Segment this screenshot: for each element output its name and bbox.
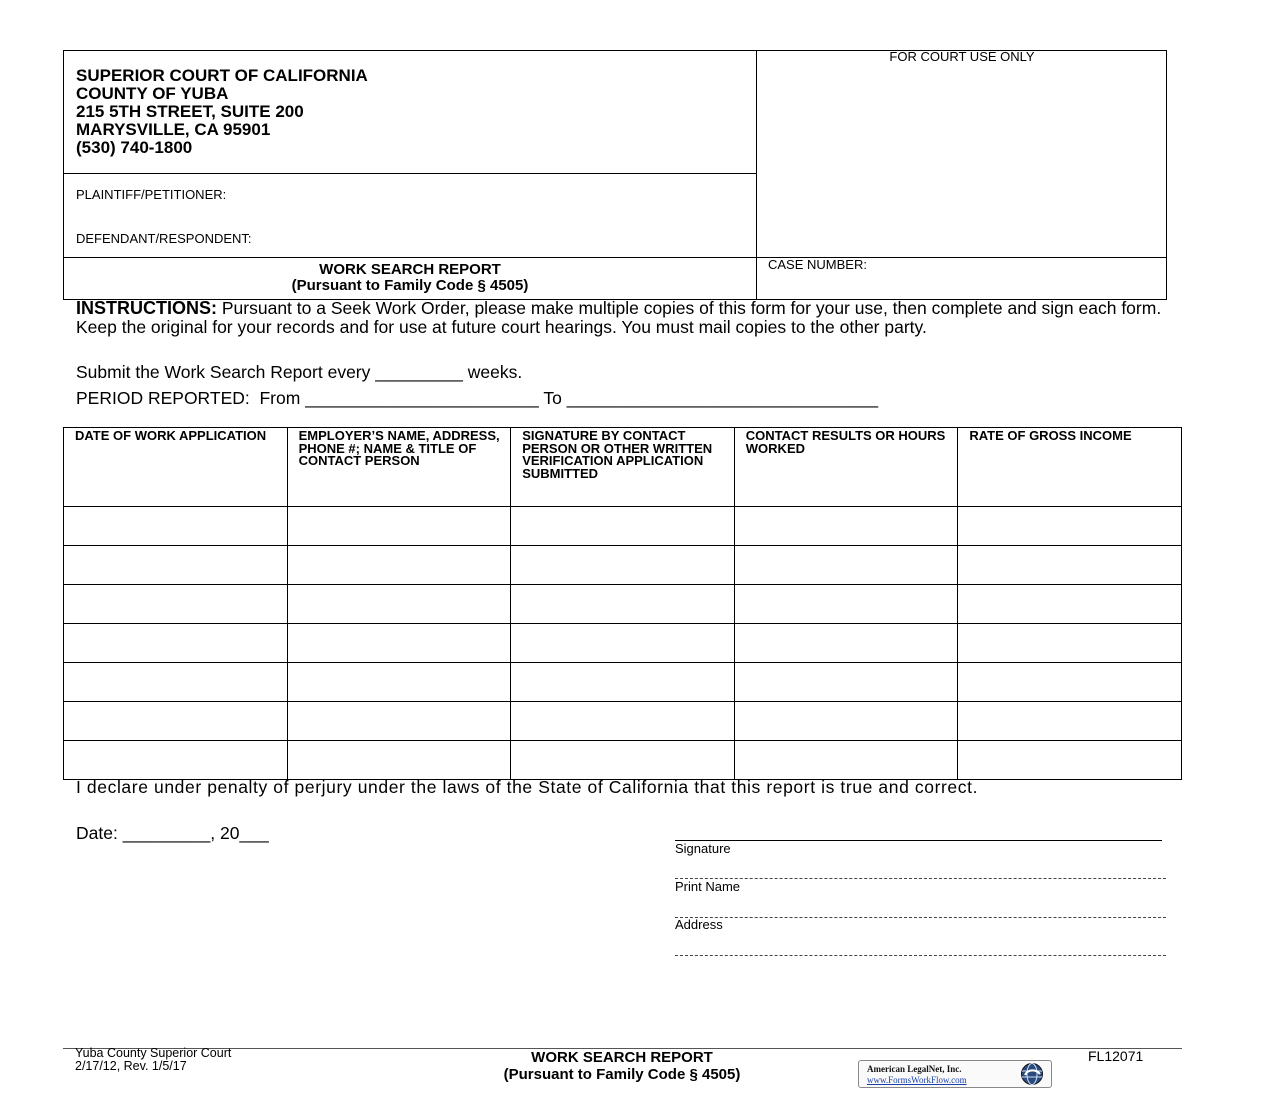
table-header-row	[64, 428, 1182, 507]
header-date: DATE OF WORK APPLICATION	[64, 428, 288, 507]
period-line	[76, 389, 878, 408]
court-phone: (530) 740-1800	[76, 138, 193, 157]
footer-title-line1: WORK SEARCH REPORT	[531, 1049, 713, 1066]
table-cell[interactable]	[287, 702, 511, 741]
table-cell[interactable]	[958, 663, 1182, 702]
table-cell[interactable]	[64, 507, 288, 546]
instructions-heading: INSTRUCTIONS:	[76, 298, 217, 318]
table-cell[interactable]	[734, 741, 958, 780]
instructions-body: Pursuant to a Seek Work Order, please make multiple copies of this form for your use, then complete and sign each form. Keep the original for your records and for use at future court hearings. You must mail copies to the other party.	[76, 298, 1162, 337]
table-cell[interactable]	[958, 624, 1182, 663]
table-cell[interactable]	[64, 702, 288, 741]
signature-label: Signature	[675, 841, 731, 856]
header-results: CONTACT RESULTS OR HOURS WORKED	[734, 428, 958, 507]
table-cell[interactable]	[64, 663, 288, 702]
caption-divider-2	[63, 257, 1167, 258]
defendant-label: DEFENDANT/RESPONDENT:	[76, 231, 252, 246]
court-county: COUNTY OF YUBA	[76, 84, 229, 103]
form-title-box	[63, 262, 757, 294]
table-cell[interactable]	[958, 507, 1182, 546]
footer-court-name: Yuba County Superior Court	[75, 1046, 232, 1060]
court-street: 215 5TH STREET, SUITE 200	[76, 102, 304, 121]
american-legalnet-logo[interactable]	[858, 1060, 1052, 1088]
table-cell[interactable]	[734, 702, 958, 741]
form-subtitle: (Pursuant to Family Code § 4505)	[291, 277, 529, 294]
footer-left	[75, 1047, 231, 1073]
date-blank[interactable]: _________, 20___	[122, 823, 269, 843]
table-cell[interactable]	[287, 546, 511, 585]
print-name-label: Print Name	[675, 879, 741, 894]
logo-url: www.FormsWorkFlow.com	[867, 1075, 967, 1085]
submit-weeks-blank[interactable]: _________	[375, 362, 463, 382]
submit-suffix: weeks.	[467, 362, 523, 382]
footer-revision: 2/17/12, Rev. 1/5/17	[75, 1059, 187, 1073]
table-cell[interactable]	[511, 702, 735, 741]
period-from-blank[interactable]: ________________________	[305, 388, 539, 408]
case-number-label: CASE NUMBER:	[768, 257, 867, 272]
table-cell[interactable]	[287, 585, 511, 624]
table-cell[interactable]	[287, 624, 511, 663]
table-row	[64, 585, 1182, 624]
logo-company: American LegalNet, Inc.	[867, 1064, 962, 1074]
address-line[interactable]	[675, 917, 1166, 918]
form-number: FL12071	[1088, 1048, 1144, 1064]
table-cell[interactable]	[734, 507, 958, 546]
table-cell[interactable]	[511, 546, 735, 585]
table-cell[interactable]	[734, 585, 958, 624]
court-city: MARYSVILLE, CA 95901	[76, 120, 271, 139]
footer-title	[400, 1049, 844, 1083]
court-address-block	[76, 67, 368, 157]
table-cell[interactable]	[64, 624, 288, 663]
instructions	[76, 299, 1200, 337]
period-label: PERIOD REPORTED:	[76, 388, 250, 408]
signature-line[interactable]	[675, 840, 1162, 841]
address-label: Address	[675, 917, 723, 932]
declaration: I declare under penalty of perjury under the laws of the State of California that this report is true and correct.	[76, 777, 979, 797]
table-cell[interactable]	[511, 507, 735, 546]
table-cell[interactable]	[287, 741, 511, 780]
table-row	[64, 624, 1182, 663]
period-to-label: To	[543, 388, 562, 408]
header-signature: SIGNATURE BY CONTACT PERSON OR OTHER WRITTEN VERIFICATION APPLICATION SUBMITTED	[511, 428, 735, 507]
address-line-2[interactable]	[675, 955, 1166, 956]
table-cell[interactable]	[734, 663, 958, 702]
work-search-table	[63, 427, 1182, 780]
plaintiff-label: PLAINTIFF/PETITIONER:	[76, 187, 227, 202]
date-line	[76, 824, 269, 843]
print-name-line[interactable]	[675, 878, 1166, 879]
table-cell[interactable]	[64, 741, 288, 780]
table-cell[interactable]	[958, 741, 1182, 780]
form-title: WORK SEARCH REPORT	[319, 261, 501, 278]
table-cell[interactable]	[511, 741, 735, 780]
table-row	[64, 741, 1182, 780]
table-cell[interactable]	[287, 663, 511, 702]
table-cell[interactable]	[958, 546, 1182, 585]
date-label: Date:	[76, 823, 118, 843]
table-cell[interactable]	[511, 663, 735, 702]
table-cell[interactable]	[734, 546, 958, 585]
table-cell[interactable]	[511, 624, 735, 663]
table-row	[64, 546, 1182, 585]
table-cell[interactable]	[64, 585, 288, 624]
table-cell[interactable]	[734, 624, 958, 663]
table-row	[64, 663, 1182, 702]
submit-prefix: Submit the Work Search Report every	[76, 362, 371, 382]
header-employer: EMPLOYER’S NAME, ADDRESS, PHONE #; NAME & TITLE OF CONTACT PERSON	[287, 428, 511, 507]
table-cell[interactable]	[511, 585, 735, 624]
table-cell[interactable]	[64, 546, 288, 585]
period-to-blank[interactable]: ________________________________	[566, 388, 879, 408]
table-row	[64, 702, 1182, 741]
table-row	[64, 507, 1182, 546]
table-cell[interactable]	[287, 507, 511, 546]
court-use-label: FOR COURT USE ONLY	[889, 49, 1035, 64]
submit-line	[76, 363, 522, 382]
globe-icon	[1019, 1062, 1045, 1086]
court-name: SUPERIOR COURT OF CALIFORNIA	[76, 66, 368, 85]
table-cell[interactable]	[958, 585, 1182, 624]
footer-title-line2: (Pursuant to Family Code § 4505)	[503, 1066, 741, 1083]
table-cell[interactable]	[958, 702, 1182, 741]
header-rate: RATE OF GROSS INCOME	[958, 428, 1182, 507]
caption-divider-1	[63, 173, 757, 174]
period-from-label: From	[259, 388, 301, 408]
